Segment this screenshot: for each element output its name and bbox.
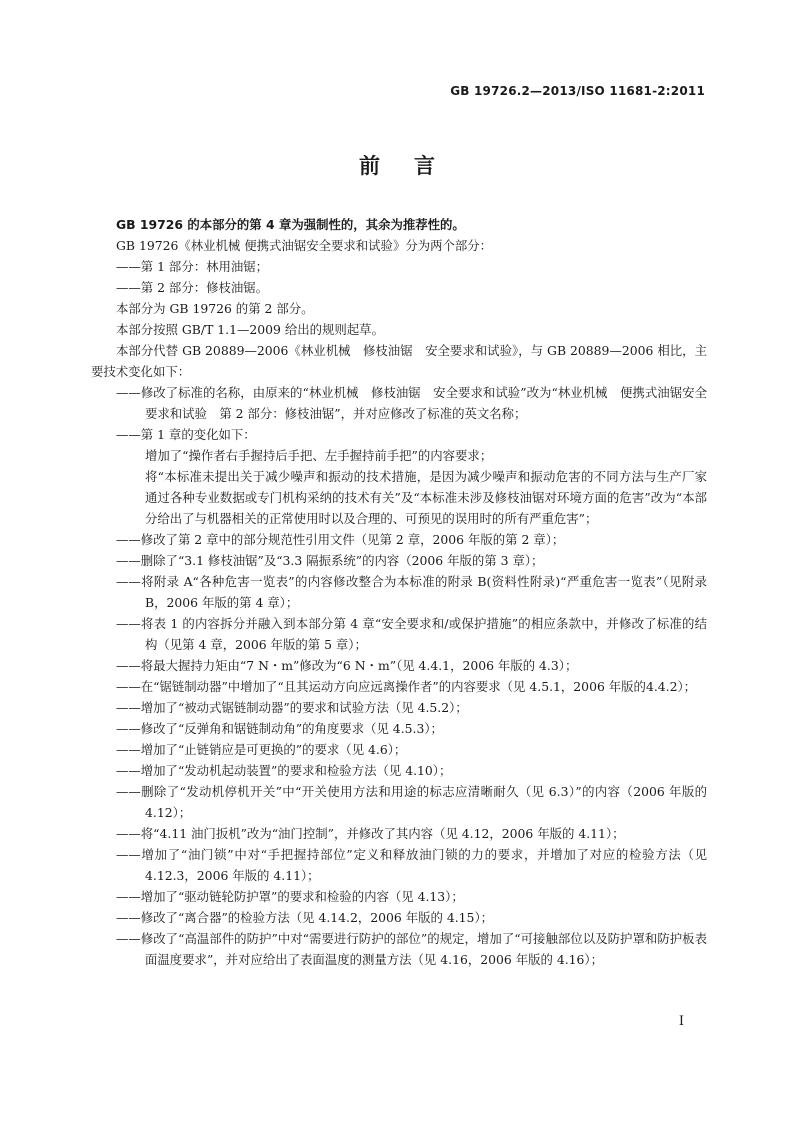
change-item: ——修改了“离合器”的检验方法（见 4.14.2，2006 年版的 4.15）；: [116, 910, 494, 925]
change-item: ——增加了“止链销应是可更换的”的要求（见 4.6）；: [116, 742, 407, 757]
change-subitem: 增加了“操作者右手握持后手把、左手握持前手把”的内容要求；: [145, 448, 493, 463]
paragraph-part2: ——第 2 部分：修枝油锯。: [116, 280, 269, 295]
change-item: ——修改了第 2 章中的部分规范性引用文件（见第 2 章，2006 年版的第 2 章）；: [116, 532, 565, 547]
change-item: ——删除了“3.1 修枝油锯”及“3.3 隔振系统”的内容（2006 年版的第 3 章）；: [116, 553, 544, 568]
change-item: ——将表 1 的内容拆分并融入到本部分第 4 章“安全要求和/或保护措施”的相应条款中，并修改了标准的结构（见第 4 章，2006 年版的第 5 章）；: [116, 616, 707, 652]
paragraph-this-part: 本部分为 GB 19726 的第 2 部分。: [116, 301, 314, 316]
change-item: ——将“4.11 油门扳机”改为“油门控制”，并修改了其内容（见 4.12，2006 年版的 4.11）；: [116, 826, 625, 841]
change-item: ——将最大握持力矩由“7 N・m”修改为“6 N・m”（见 4.4.1，2006 年版的 4.3）；: [116, 658, 578, 673]
change-item: ——修改了“反弹角和锯链制动角”的角度要求（见 4.5.3）；: [116, 721, 443, 736]
page-number: I: [678, 1014, 684, 1029]
change-item: ——增加了“油门锁”中对“手把握持部位”定义和释放油门锁的力的要求，并增加了对应的检验方法（见 4.12.3，2006 年版的 4.11）；: [116, 847, 707, 883]
change-item: ——增加了“被动式锯链制动器”的要求和试验方法（见 4.5.2）；: [116, 700, 468, 715]
change-item: ——将附录 A“各种危害一览表”的内容修改整合为本标准的附录 B(资料性附录)“严重危害一览表”（见附录 B，2006 年版的第 4 章）；: [116, 574, 707, 610]
change-item: ——在“锯链制动器”中增加了“且其运动方向应远离操作者”的内容要求（见 4.5.1，2006 年版的4.4.2）；: [116, 679, 697, 694]
change-item: ——删除了“发动机停机开关”中“开关使用方法和用途的标志应清晰耐久（见 6.3）”的内容（2006 年版的 4.12）；: [116, 784, 707, 820]
change-subitem: 将“本标准未提出关于减少噪声和振动的技术措施，是因为减少噪声和振动危害的不同方法与生产厂家通过各种专业数据或专门机构采纳的技术有关”及“本标准未涉及修枝油锯对环境方面的危害”改为“本部分给出了与机器相关的正常使用时以及合理的、可预见的误用时的所有严重危害”；: [145, 469, 707, 526]
paragraph-parts-intro: GB 19726《林业机械 便携式油锯安全要求和试验》分为两个部分：: [116, 238, 493, 253]
preface-body: [91, 214, 707, 970]
change-item: ——修改了标准的名称，由原来的“林业机械 修枝油锯 安全要求和试验”改为“林业机械 便携式油锯安全要求和试验 第 2 部分：修枝油锯”，并对应修改了标准的英文名称；: [116, 385, 707, 421]
change-item: ——增加了“发动机起动装置”的要求和检验方法（见 4.10）；: [116, 763, 452, 778]
change-item: ——增加了“驱动链轮防护罩”的要求和检验的内容（见 4.13）；: [116, 889, 464, 904]
paragraph-mandatory-note: GB 19726 的本部分的第 4 章为强制性的，其余为推荐性的。: [116, 217, 465, 232]
change-item: ——修改了“高温部件的防护”中对“需要进行防护的部位”的规定，增加了“可接触部位以及防护罩和防护板表面温度要求”，并对应给出了表面温度的测量方法（见 4.16，2006 年版的 4.16）；: [116, 931, 707, 967]
page-title: 前言: [359, 154, 469, 178]
standard-code: GB 19726.2—2013/ISO 11681-2:2011: [450, 84, 705, 98]
change-item: ——第 1 章的变化如下：: [116, 427, 256, 442]
paragraph-replaces: 本部分代替 GB 20889—2006《林业机械 修枝油锯 安全要求和试验》，与 GB 20889—2006 相比，主要技术变化如下：: [91, 343, 707, 379]
paragraph-part1: ——第 1 部分：林用油锯；: [116, 259, 269, 274]
paragraph-drafting-rules: 本部分按照 GB/T 1.1—2009 给出的规则起草。: [116, 322, 384, 337]
